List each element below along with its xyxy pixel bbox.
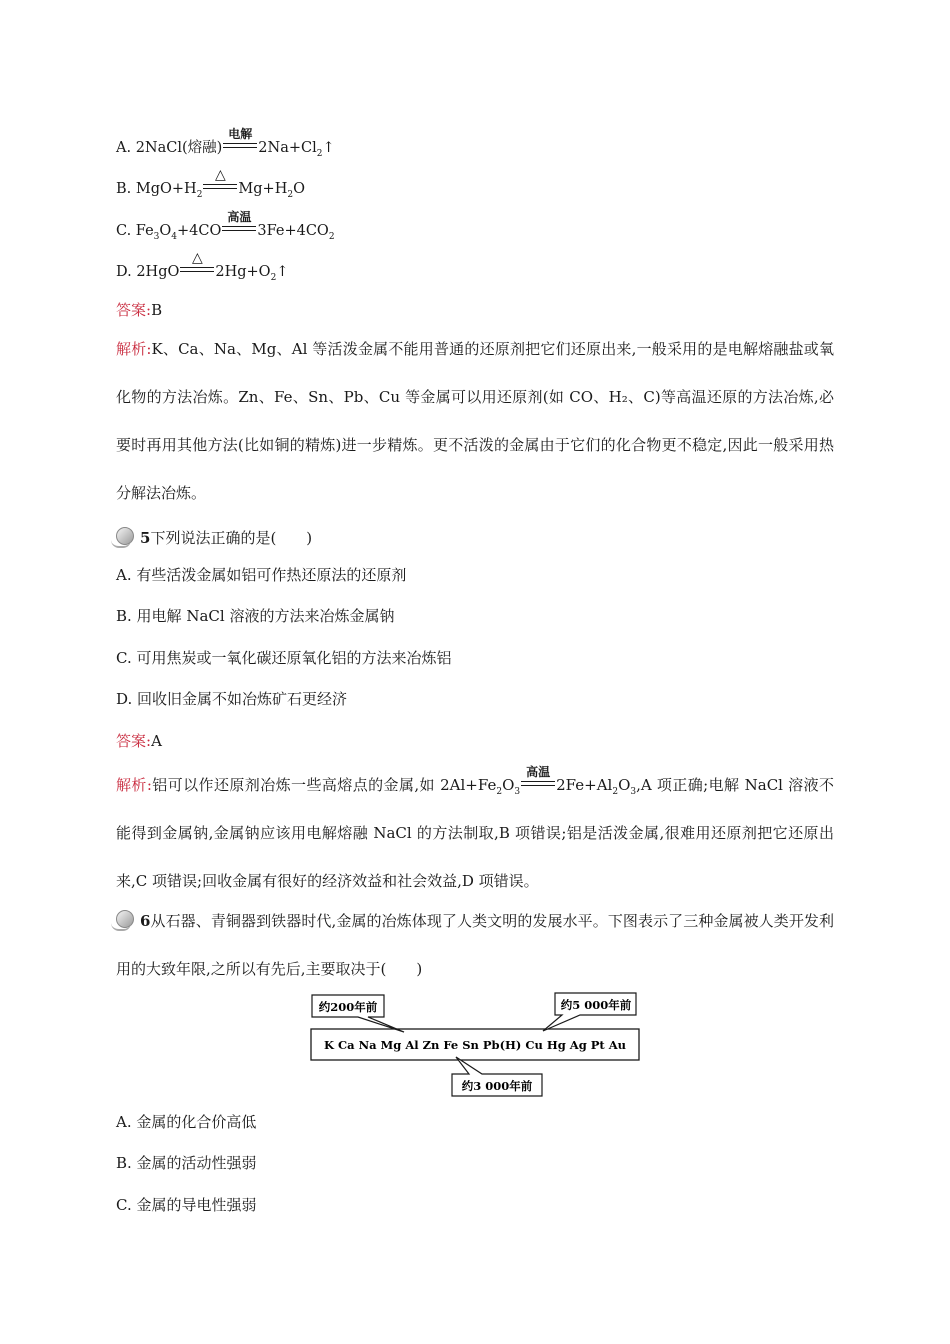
reaction-condition: △	[180, 267, 214, 276]
metal-activity-diagram	[300, 990, 650, 1100]
q5-answer: 答案:A	[116, 732, 162, 750]
q5-analysis: 解析:铝可以作还原剂冶炼一些高熔点的金属,如 $2Al+Fe_2O_3$ 高温 $2Fe+Al_2O_3,A$ 项正确;电解 NaCl 溶液不能得到金属钠,金属钠应该用电解熔融 NaCl 的方法制取,B 项错误;铝是活泼金属,很难用还原剂把它还原出来,C 项错误;回收金属有很好的经济效益和社会效益,D 项错误。	[116, 765, 834, 890]
question-bullet-icon	[116, 910, 134, 928]
q4-option-d: D. 2HgO △ $2Hg+O_2↑$	[116, 250, 289, 283]
reaction-condition: 电解	[223, 143, 257, 152]
q6-option-c: C. 金属的导电性强弱	[116, 1196, 257, 1214]
q5-stem: 5下列说法正确的是( )	[116, 527, 312, 548]
q4-option-c: C. $Fe_3O_4+4CO$ 高温 $3Fe+4CO_2$	[116, 210, 335, 242]
reaction-condition: 高温	[521, 781, 555, 790]
q4-analysis: 解析:K、Ca、Na、Mg、Al 等活泼金属不能用普通的还原剂把它们还原出来,一般采用的是电解熔融盐或氧化物的方法冶炼。Zn、Fe、Sn、Pb、Cu 等金属可以用还原剂(如 CO、H₂、C)等高温还原的方法冶炼,必要时再用其他方法(比如铜的精炼)进一步精炼。更不活泼的金属由于它们的化合物更不稳定,因此一般采用热分解法冶炼。	[116, 340, 834, 502]
q5-option-a: A. 有些活泼金属如铝可作热还原法的还原剂	[116, 566, 407, 584]
q5-option-b: B. 用电解 NaCl 溶液的方法来冶炼金属钠	[116, 607, 395, 625]
q6-stem: 6从石器、青铜器到铁器时代,金属的冶炼体现了人类文明的发展水平。下图表示了三种金属被人类开发利用的大致年限,之所以有先后,主要取决于( )	[116, 912, 834, 978]
reaction-condition: △	[203, 184, 237, 193]
q6-option-b: B. 金属的活动性强弱	[116, 1154, 257, 1172]
callout-cu-text: 约5 000年前	[560, 998, 632, 1012]
q5-option-d: D. 回收旧金属不如冶炼矿石更经济	[116, 690, 348, 708]
q6-option-a: A. 金属的化合价高低	[116, 1113, 257, 1131]
question-bullet-icon	[116, 527, 134, 545]
reaction-condition: 高温	[222, 226, 256, 235]
metal-series-text: K Ca Na Mg Al Zn Fe Sn Pb(H) Cu Hg Ag Pt Au	[323, 1038, 627, 1052]
callout-fe-text: 约3 000年前	[461, 1079, 533, 1093]
callout-al-text: 约200年前	[318, 1000, 378, 1014]
q4-option-a: A. 2NaCl(熔融) 电解 $2Na+Cl_2↑$	[116, 127, 335, 159]
q4-answer: 答案:B	[116, 301, 163, 319]
q4-option-b: B. $MgO+H_2$ △ $Mg+H_2O$	[116, 167, 305, 200]
q5-option-c: C. 可用焦炭或一氧化碳还原氧化铝的方法来冶炼铝	[116, 649, 452, 667]
